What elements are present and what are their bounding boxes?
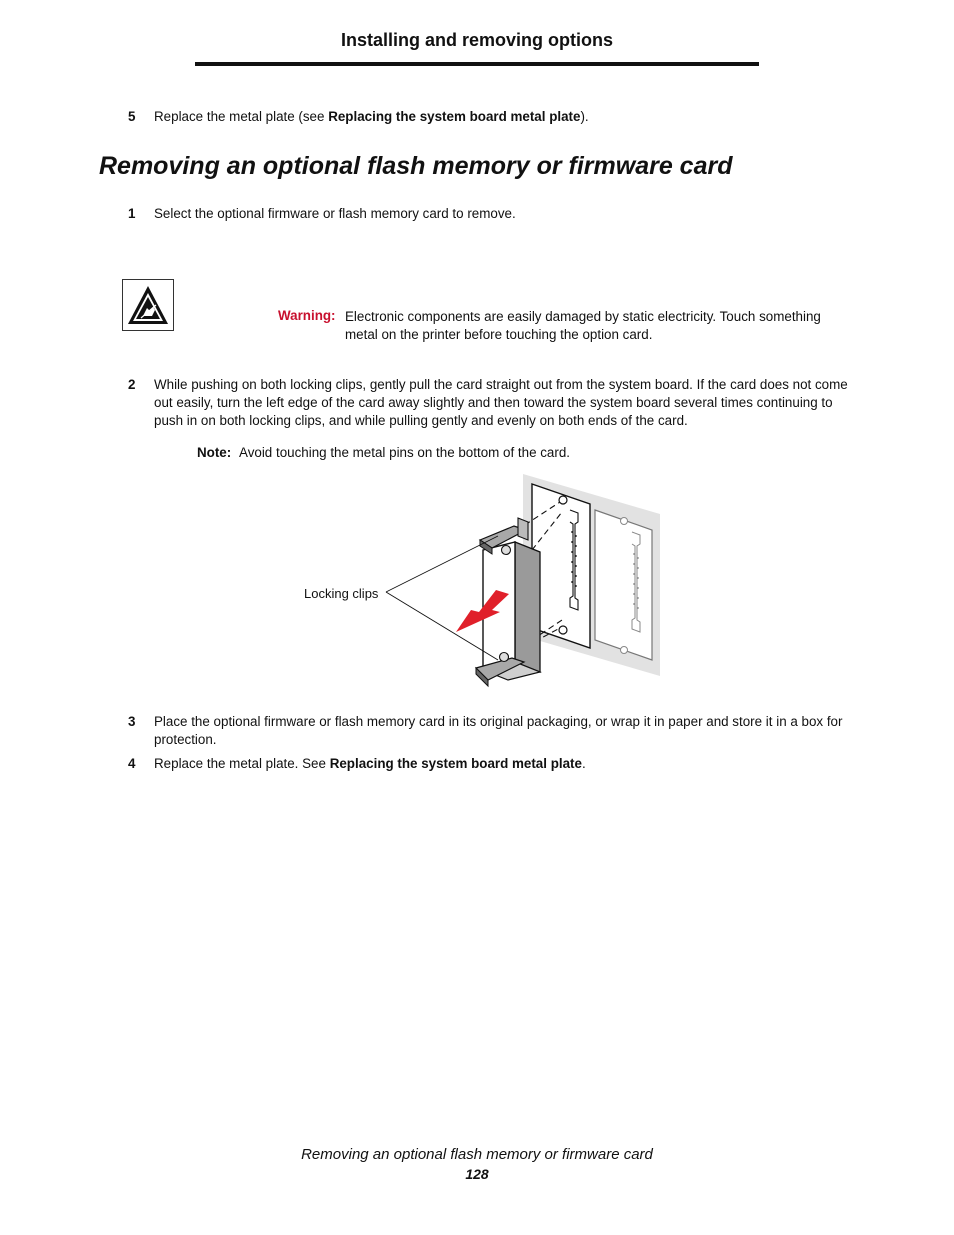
note-label: Note: [197,445,232,460]
step-number: 2 [128,377,136,392]
warning-text: Electronic components are easily damaged by static electricity. Touch something metal on the printer before touching the option card. [345,309,821,342]
note-text: Avoid touching the metal pins on the bottom of the card. [239,445,571,460]
step-text: While pushing on both locking clips, gently pull the card straight out from the system board. If the card does not come out easily, turn the left edge of the card away slightly and then toward the system board several times continuing to push in on both locking clips, and while pulling gently and evenly on both ends of the card. [154,377,848,428]
footer-title: Removing an optional flash memory or firmware card [301,1146,653,1163]
figure-callout-locking-clips: Locking clips [304,586,379,601]
running-header: Installing and removing options [340,30,613,50]
warning-label: Warning: [278,308,336,323]
step-number: 1 [128,206,136,221]
cross-reference[interactable]: Replacing the system board metal plate [328,109,581,124]
section-title: Removing an optional flash memory or firmware card [99,152,733,180]
step-text: Place the optional firmware or flash memory card in its original packaging, or wrap it in paper and store it in a box for protection. [154,714,843,747]
step-text: Replace the metal plate (see Replacing the system board metal plate). [154,109,589,124]
page-number: 128 [465,1166,489,1182]
step-number: 3 [128,714,136,729]
esd-warning-icon [122,279,174,331]
card-removal-illustration [300,470,670,692]
step-text: Replace the metal plate. See Replacing the system board metal plate. [154,756,586,771]
step-number: 4 [128,756,136,771]
header-rule [195,62,759,66]
step-text: Select the optional firmware or flash memory card to remove. [154,206,516,221]
step-number: 5 [128,109,136,124]
cross-reference[interactable]: Replacing the system board metal plate [329,756,582,771]
